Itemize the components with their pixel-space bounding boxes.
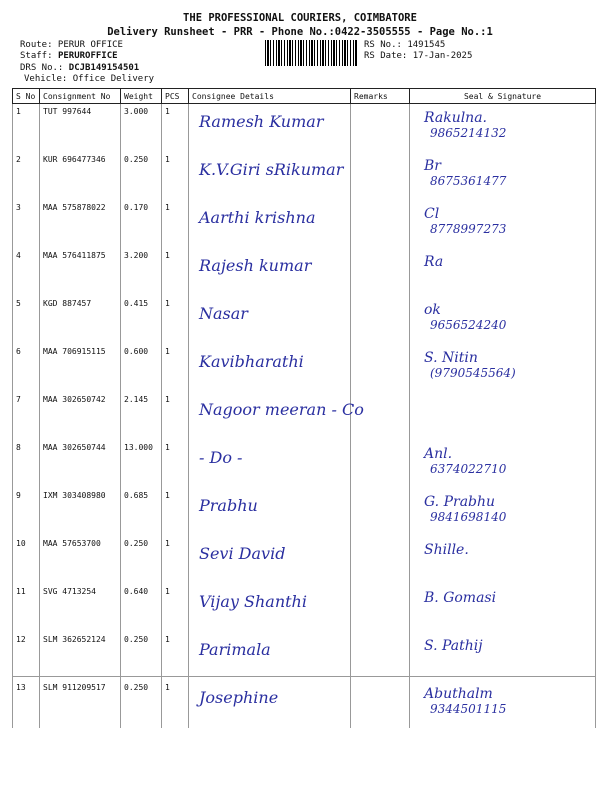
- consignment-number: MAA 706915115: [40, 344, 121, 392]
- consignee-cell: [189, 392, 364, 440]
- signature-cell: [410, 680, 596, 728]
- table-row: [13, 200, 596, 248]
- consignee-name: Vijay Shanthi: [199, 592, 307, 611]
- table-row: [13, 344, 596, 392]
- receiver-phone: 9656524240: [430, 318, 507, 332]
- table-row: [13, 632, 596, 680]
- pcs-value: 1: [162, 392, 189, 440]
- pcs-value: 1: [162, 680, 189, 728]
- remarks-cell: [351, 200, 410, 248]
- remarks-cell: [351, 632, 410, 680]
- consignee-name: Parimala: [199, 640, 271, 659]
- sno-cell: 5: [13, 296, 40, 344]
- table-row: [13, 584, 596, 632]
- pcs-value: 1: [162, 248, 189, 296]
- signature-cell: [410, 584, 596, 632]
- signature-cell: [410, 440, 596, 488]
- remarks-cell: [351, 344, 410, 392]
- consignee-cell: [189, 296, 351, 344]
- staff-value: PERUROFFICE: [57, 51, 118, 61]
- pcs-value: 1: [162, 488, 189, 536]
- handwritten-signature: Ra: [424, 254, 444, 270]
- weight-value: 0.170: [121, 200, 162, 248]
- signature-cell: [410, 200, 596, 248]
- consignee-cell: [189, 632, 351, 680]
- pcs-value: 1: [162, 152, 189, 200]
- weight-value: 0.250: [121, 152, 162, 200]
- consignee-cell: [189, 440, 351, 488]
- handwritten-signature: S. Pathij: [424, 638, 483, 654]
- handwritten-signature: Rakulna.: [424, 110, 487, 126]
- receiver-phone: 8778997273: [430, 222, 507, 236]
- table-row: [13, 536, 596, 584]
- col-weight: Weight: [121, 89, 162, 104]
- sno-cell: 4: [13, 248, 40, 296]
- consignee-cell: [189, 536, 351, 584]
- vehicle-label: Vehicle: Office Delivery: [24, 74, 155, 84]
- receiver-phone: 8675361477: [430, 174, 507, 188]
- consignee-name: Rajesh kumar: [199, 256, 312, 275]
- consignment-number: KUR 696477346: [40, 152, 121, 200]
- route-label: Route: PERUR OFFICE: [20, 40, 123, 50]
- drs-value: DCJB149154501: [68, 63, 140, 73]
- weight-value: 0.600: [121, 344, 162, 392]
- weight-value: 2.145: [121, 392, 162, 440]
- table-row: [13, 392, 596, 440]
- consignment-number: TUT 997644: [40, 104, 121, 153]
- consignee-cell: [189, 344, 351, 392]
- remarks-cell: [351, 296, 410, 344]
- remarks-cell: [351, 152, 410, 200]
- consignment-number: SVG 4713254: [40, 584, 121, 632]
- handwritten-signature: B. Gomasi: [424, 590, 497, 606]
- consignee-cell: [189, 488, 351, 536]
- runsheet-table: [12, 88, 596, 728]
- pcs-value: 1: [162, 632, 189, 680]
- consignee-cell: [189, 248, 351, 296]
- table-row: [13, 488, 596, 536]
- sno-cell: 13: [13, 680, 40, 728]
- consignee-name: Sevi David: [199, 544, 286, 563]
- consignment-number: MAA 576411875: [40, 248, 121, 296]
- consignee-cell: [189, 680, 351, 728]
- sno-cell: 3: [13, 200, 40, 248]
- signature-cell: [410, 152, 596, 200]
- signature-cell: [410, 632, 596, 680]
- table-row: [13, 248, 596, 296]
- rs-date: RS Date: 17-Jan-2025: [364, 51, 473, 61]
- weight-value: 13.000: [121, 440, 162, 488]
- signature-cell: [410, 488, 596, 536]
- col-sno: S No: [13, 89, 40, 104]
- sno-cell: 8: [13, 440, 40, 488]
- pcs-value: 1: [162, 200, 189, 248]
- table-row: [13, 680, 596, 728]
- signature-cell: [410, 344, 596, 392]
- consignment-number: SLM 362652124: [40, 632, 121, 680]
- sno-cell: 7: [13, 392, 40, 440]
- receiver-phone: 6374022710: [430, 462, 507, 476]
- weight-value: 0.640: [121, 584, 162, 632]
- sno-cell: 6: [13, 344, 40, 392]
- pcs-value: 1: [162, 584, 189, 632]
- col-signature: Seal & Signature: [410, 89, 596, 104]
- receiver-phone: 9344501115: [430, 702, 507, 716]
- consignee-name: Nasar: [199, 304, 248, 323]
- sno-cell: 12: [13, 632, 40, 680]
- remarks-cell: [351, 680, 410, 728]
- pcs-value: 1: [162, 296, 189, 344]
- receiver-phone: (9790545564): [430, 366, 516, 380]
- remarks-cell: [351, 248, 410, 296]
- col-pcs: PCS: [162, 89, 189, 104]
- table-row: [13, 104, 596, 153]
- sno-cell: 2: [13, 152, 40, 200]
- signature-cell: [410, 392, 596, 440]
- weight-value: 0.250: [121, 680, 162, 728]
- signature-cell: [410, 296, 596, 344]
- consignment-number: MAA 302650744: [40, 440, 121, 488]
- handwritten-signature: Anl.: [424, 446, 453, 462]
- consignment-number: MAA 575878022: [40, 200, 121, 248]
- weight-value: 0.250: [121, 536, 162, 584]
- pcs-value: 1: [162, 344, 189, 392]
- consignee-cell: [189, 152, 351, 200]
- signature-cell: [410, 536, 596, 584]
- receiver-phone: 9865214132: [430, 126, 507, 140]
- consignee-cell: [189, 104, 351, 153]
- handwritten-signature: Br: [424, 158, 441, 174]
- consignee-cell: [189, 200, 351, 248]
- consignment-number: MAA 57653700: [40, 536, 121, 584]
- consignee-name: Nagoor meeran - Co: [199, 400, 364, 419]
- table-header-row: [13, 89, 596, 104]
- col-remarks: Remarks: [351, 89, 410, 104]
- table-body: [13, 104, 596, 729]
- consignment-number: KGD 887457: [40, 296, 121, 344]
- remarks-cell: [351, 488, 410, 536]
- handwritten-signature: Abuthalm: [424, 686, 493, 702]
- weight-value: 0.685: [121, 488, 162, 536]
- consignment-number: IXM 303408980: [40, 488, 121, 536]
- receiver-phone: 9841698140: [430, 510, 507, 524]
- sno-cell: 9: [13, 488, 40, 536]
- pcs-value: 1: [162, 440, 189, 488]
- sno-cell: 11: [13, 584, 40, 632]
- consignment-number: MAA 302650742: [40, 392, 121, 440]
- staff-label: Staff:: [20, 51, 58, 61]
- weight-value: 3.200: [121, 248, 162, 296]
- table-row: [13, 440, 596, 488]
- rs-number: RS No.: 1491545: [364, 40, 446, 50]
- table-bottom-border: [12, 676, 596, 677]
- pcs-value: 1: [162, 104, 189, 153]
- sno-cell: 1: [13, 104, 40, 153]
- remarks-cell: [351, 536, 410, 584]
- consignee-name: Ramesh Kumar: [199, 112, 324, 131]
- handwritten-signature: S. Nitin: [424, 350, 478, 366]
- signature-cell: [410, 104, 596, 153]
- signature-cell: [410, 248, 596, 296]
- consignee-name: - Do -: [199, 448, 243, 467]
- consignee-cell: [189, 584, 351, 632]
- drs-label: DRS No.:: [20, 63, 69, 73]
- pcs-value: 1: [162, 536, 189, 584]
- consignee-name: Aarthi krishna: [199, 208, 316, 227]
- barcode: [265, 40, 357, 66]
- consignment-number: SLM 911209517: [40, 680, 121, 728]
- weight-value: 3.000: [121, 104, 162, 153]
- remarks-cell: [351, 584, 410, 632]
- handwritten-signature: Cl: [424, 206, 440, 222]
- sno-cell: 10: [13, 536, 40, 584]
- weight-value: 0.250: [121, 632, 162, 680]
- handwritten-signature: G. Prabhu: [424, 494, 496, 510]
- runsheet-subtitle: Delivery Runsheet - PRR - Phone No.:0422-3505555 - Page No.:1: [107, 26, 493, 38]
- consignee-name: Prabhu: [199, 496, 258, 515]
- consignee-name: Kavibharathi: [199, 352, 304, 371]
- remarks-cell: [351, 440, 410, 488]
- staff-info: [20, 51, 118, 62]
- col-consignee: Consignee Details: [189, 89, 351, 104]
- col-consignment: Consignment No: [40, 89, 121, 104]
- weight-value: 0.415: [121, 296, 162, 344]
- company-title: THE PROFESSIONAL COURIERS, COIMBATORE: [183, 12, 417, 24]
- drs-info: [20, 63, 139, 74]
- table-row: [13, 152, 596, 200]
- consignee-name: Josephine: [199, 688, 279, 707]
- consignee-name: K.V.Giri sRikumar: [199, 160, 344, 179]
- table-row: [13, 296, 596, 344]
- remarks-cell: [351, 104, 410, 153]
- handwritten-signature: Shille.: [424, 542, 469, 558]
- handwritten-signature: ok: [424, 302, 441, 318]
